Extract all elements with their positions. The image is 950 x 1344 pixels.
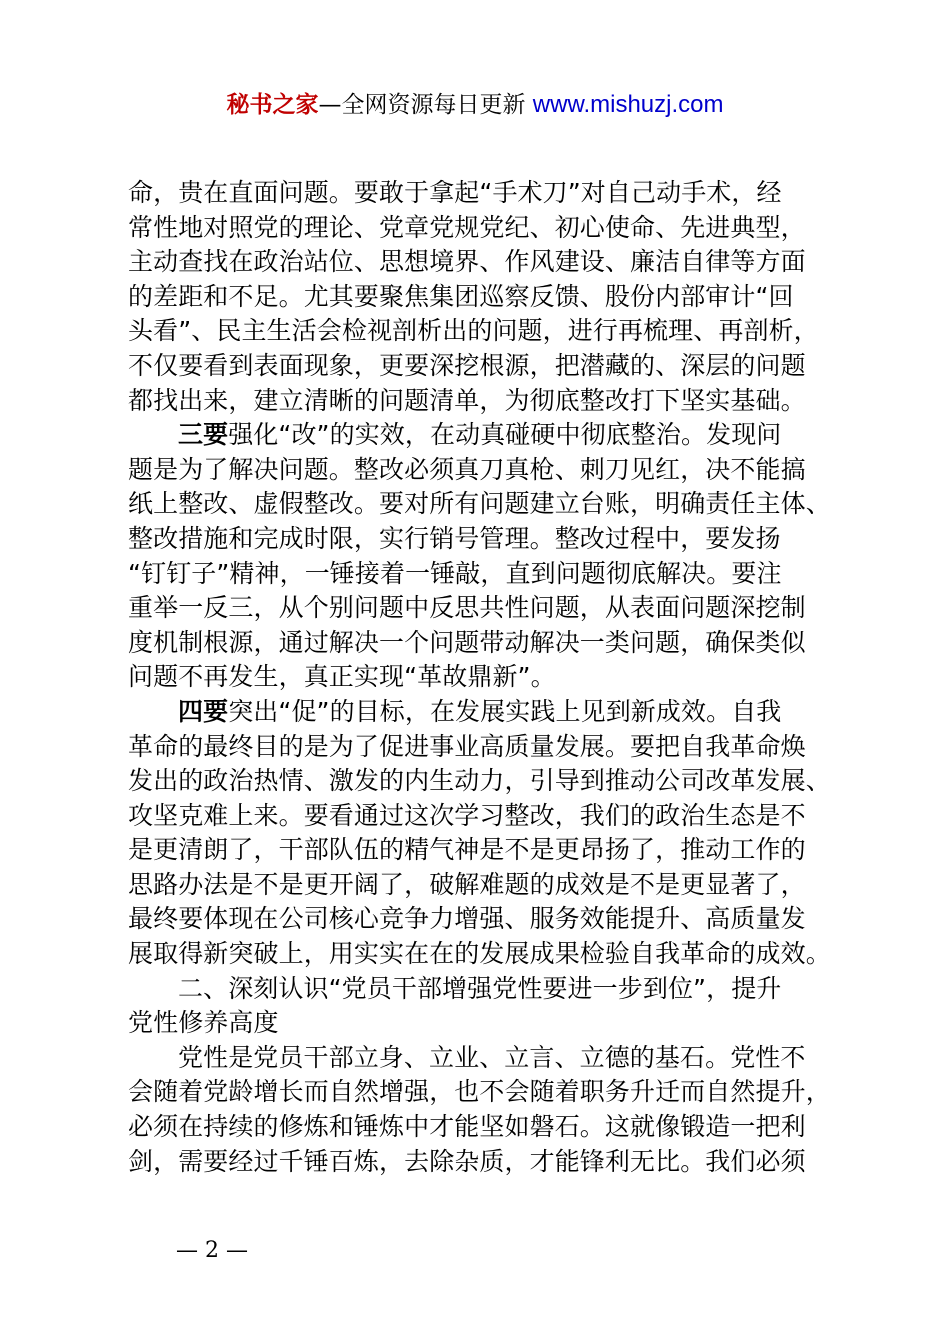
text-line: 主动查找在政治站位、思想境界、作风建设、廉洁自律等方面 [128, 247, 806, 277]
text-line: 展取得新突破上，用实实在在的发展成果检验自我革命的成效。 [128, 939, 831, 969]
text-line: 常性地对照党的理论、党章党规党纪、初心使命、先进典型， [128, 212, 806, 242]
text-line: 会随着党龄增长而自然增强，也不会随着职务升迁而自然提升， [128, 1077, 831, 1107]
paragraph-start-line: 党性是党员干部立身、立业、立言、立德的基石。党性不 [178, 1042, 806, 1072]
text-line: 革命的最终目的是为了促进事业高质量发展。要把自我革命焕 [128, 731, 806, 761]
brand-name: 秘书之家 [226, 92, 319, 118]
site-url-link[interactable]: www.mishuzj.com [532, 91, 724, 118]
bold-lead: 四要 [178, 696, 229, 726]
page-number: — 2 — [176, 1238, 248, 1263]
header-tagline: —全网资源每日更新 [318, 92, 533, 118]
text-line: 是更清朗了，干部队伍的精气神是不是更昂扬了，推动工作的 [128, 835, 806, 865]
text-line: 的差距和不足。尤其要聚焦集团巡察反馈、股份内部审计“回 [128, 281, 794, 311]
paragraph-start-line: 三要强化“改”的实效，在动真碰硬中彻底整治。发现问 [178, 420, 782, 450]
text-line: 纸上整改、虚假整改。要对所有问题建立台账，明确责任主体、 [128, 489, 831, 519]
site-header [0, 90, 950, 120]
section-heading-line: 党性修养高度 [128, 1008, 279, 1038]
text-line: 命，贵在直面问题。要敢于拿起“手术刀”对自己动手术，经 [128, 178, 782, 207]
text-line: 剑，需要经过千锤百炼，去除杂质，才能锋利无比。我们必须 [128, 1146, 806, 1176]
paragraph-start-line: 四要突出“促”的目标，在发展实践上见到新成效。自我 [178, 696, 782, 726]
text-line: 发出的政治热情、激发的内生动力，引导到推动公司改革发展、 [128, 766, 831, 796]
text-line: 最终要体现在公司核心竞争力增强、服务效能提升、高质量发 [128, 904, 806, 934]
text-line: 重举一反三，从个别问题中反思共性问题，从表面问题深挖制 [128, 593, 806, 623]
text-line: 度机制根源，通过解决一个问题带动解决一类问题，确保类似 [128, 627, 806, 657]
document-body [128, 176, 863, 1179]
text-line: “钉钉子”精神，一锤接着一锤敲，直到问题彻底解决。要注 [128, 558, 782, 588]
text-line: 都找出来，建立清晰的问题清单，为彻底整改打下坚实基础。 [128, 385, 806, 415]
bold-lead: 三要 [178, 420, 229, 450]
text-line: 整改措施和完成时限，实行销号管理。整改过程中，要发扬 [128, 523, 781, 553]
text-line: 必须在持续的修炼和锤炼中才能坚如磐石。这就像锻造一把利 [128, 1112, 806, 1142]
text-line: 攻坚克难上来。要看通过这次学习整改，我们的政治生态是不 [128, 800, 806, 830]
text-line: 题是为了解决问题。整改必须真刀真枪、刺刀见红，决不能搞 [128, 454, 806, 484]
text-line: 问题不再发生，真正实现“革故鼎新”。 [128, 662, 556, 692]
text-line: 不仅要看到表面现象，更要深挖根源，把潜藏的、深层的问题 [128, 350, 806, 380]
text-line: 头看”、民主生活会检视剖析出的问题，进行再梳理、再剖析， [128, 316, 819, 346]
text-line: 思路办法是不是更开阔了，破解难题的成效是不是更显著了， [128, 869, 806, 899]
section-heading-line: 二、深刻认识“党员干部增强党性要进一步到位”，提升 [178, 973, 782, 1003]
